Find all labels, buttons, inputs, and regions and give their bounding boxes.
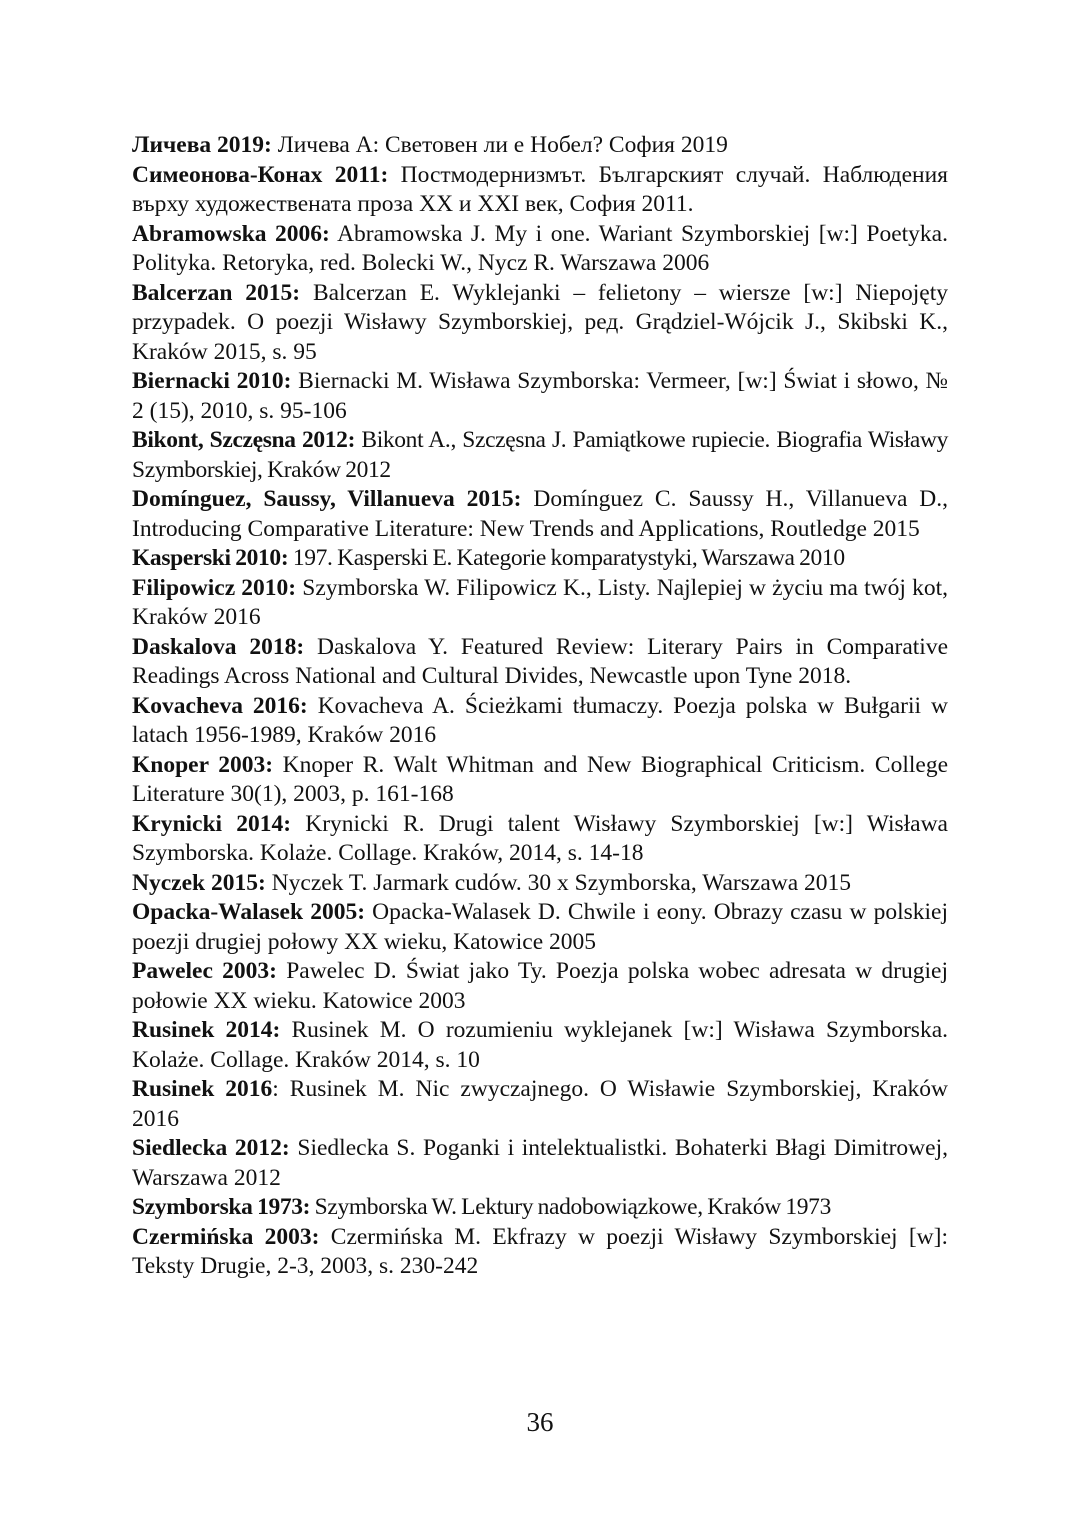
reference-author: Daskalova 2018: [132,633,305,660]
reference-entry [132,869,948,899]
reference-author: Личева 2019: [132,132,272,158]
reference-author: Filipowicz 2010: [132,574,297,601]
reference-entry [132,957,948,1016]
reference-entry [132,1075,948,1134]
reference-text: Biernacki M. Wisława Szymborska: Vermeer, [w:] Świat i słowo, № 2 (15), 2010, s. 95-106 [132,368,948,424]
reference-author: Biernacki 2010: [132,368,292,394]
reference-entry [132,220,948,279]
reference-text: Szymborska W. Lektury nadobowiązkowe, Kraków 1973 [310,1194,831,1220]
reference-author: Knoper 2003: [132,751,274,778]
reference-entry [132,367,948,426]
reference-entry [132,544,948,574]
reference-entry [132,898,948,957]
reference-text: : Rusinek M. Nic zwyczajnego. O Wisławie Szymborskiej, Kraków 2016 [132,1076,948,1132]
reference-author: Czermińska 2003: [132,1223,320,1250]
reference-entry [132,574,948,633]
reference-author: Siedlecka 2012: [132,1135,290,1161]
reference-author: Szymborska 1973: [132,1194,311,1220]
reference-text: Личева А: Световен ли е Нобел? София 2019 [271,132,728,158]
reference-author: Симеонова-Конах 2011: [132,161,389,188]
reference-entry [132,692,948,751]
reference-text: Domínguez C. Saussy H., Villanueva D., Introducing Comparative Literature: New Trends and Applications, Routledge 2015 [132,486,948,542]
reference-entry [132,633,948,692]
reference-author: Bikont, Szczęsna 2012: [132,427,356,453]
reference-author: Abramowska 2006: [132,220,330,247]
reference-entry [132,1134,948,1193]
reference-entry [132,161,948,220]
reference-author: Kovacheva 2016: [132,692,308,719]
reference-author: Kasperski 2010: [132,545,289,571]
reference-text: Rusinek M. O rozumieniu wyklejanek [w:] Wisława Szymborska. Kolaże. Collage. Kraków 2014, s. 10 [132,1017,948,1073]
reference-text: Czermińska M. Ekfrazy w poezji Wisławy Szymborskiej [w]: Teksty Drugie, 2-3, 2003, s. 230-242 [132,1223,948,1279]
reference-author: Domínguez, Saussy, Villanueva 2015: [132,486,522,512]
reference-entry [132,751,948,810]
reference-entry [132,1016,948,1075]
reference-text: Opacka-Walasek D. Chwile i eony. Obrazy czasu w polskiej poezji drugiej połowy XX wieku, Katowice 2005 [132,899,948,955]
reference-text: Abramowska J. My i one. Wariant Szymborskiej [w:] Poetyka. Polityka. Retoryka, red. Bolecki W., Nycz R. Warszawa 2006 [132,220,948,276]
reference-list [132,131,948,1282]
page-number: 36 [526,1407,554,1437]
reference-text: 197. Kasperski E. Kategorie komparatystyki, Warszawa 2010 [288,545,845,571]
reference-entry [132,485,948,544]
reference-text: Pawelec D. Świat jako Ty. Poezja polska wobec adresata w drugiej połowie XX wieku. Katowice 2003 [132,958,948,1014]
reference-text: Daskalova Y. Featured Review: Literary Pairs in Comparative Readings Across National and Cultural Divides, Newcastle upon Tyne 2018. [132,633,948,689]
reference-entry [132,131,948,161]
reference-text: Постмодернизмът. Българският случай. Наблюдения върху художествената проза XX и XXI век, София 2011. [132,161,948,217]
reference-author: Nyczek 2015: [132,869,266,896]
reference-author: Rusinek 2016 [132,1076,273,1102]
reference-text: Szymborska W. Filipowicz K., Listy. Najlepiej w życiu ma twój kot, Kraków 2016 [132,574,948,630]
reference-entry [132,279,948,368]
reference-entry [132,1223,948,1282]
reference-text: Balcerzan E. Wyklejanki – felietony – wiersze [w:] Niepojęty przypadek. O poezji Wisławy Szymborskiej, ред. Grądziel-Wójcik J., Skibski K., Kraków 2015, s. 95 [132,279,948,365]
reference-entry [132,810,948,869]
reference-text: Knoper R. Walt Whitman and New Biographical Criticism. College Literature 30(1), 2003, p. 161-168 [132,751,948,807]
reference-author: Pawelec 2003: [132,958,277,984]
reference-text: Siedlecka S. Poganki i intelektualistki. Bohaterki Błagi Dimitrowej, Warszawa 2012 [132,1135,948,1191]
reference-text: Bikont A., Szczęsna J. Pamiątkowe rupiecie. Biografia Wisławy Szymborskiej, Kraków 2012 [132,427,948,483]
reference-author: Opacka-Walasek 2005: [132,899,366,925]
reference-entry [132,426,948,485]
reference-text: Nyczek T. Jarmark cudów. 30 x Szymborska, Warszawa 2015 [265,869,852,896]
reference-text: Kovacheva A. Ścieżkami tłumaczy. Poezja polska w Bułgarii w latach 1956-1989, Kraków 2016 [132,692,948,748]
reference-author: Balcerzan 2015: [132,279,301,306]
reference-author: Rusinek 2014: [132,1017,281,1043]
reference-author: Krynicki 2014: [132,810,292,837]
reference-text: Krynicki R. Drugi talent Wisławy Szymborskiej [w:] Wisława Szymborska. Kolaże. Collage. Kraków, 2014, s. 14-18 [132,810,948,866]
reference-entry [132,1193,948,1223]
